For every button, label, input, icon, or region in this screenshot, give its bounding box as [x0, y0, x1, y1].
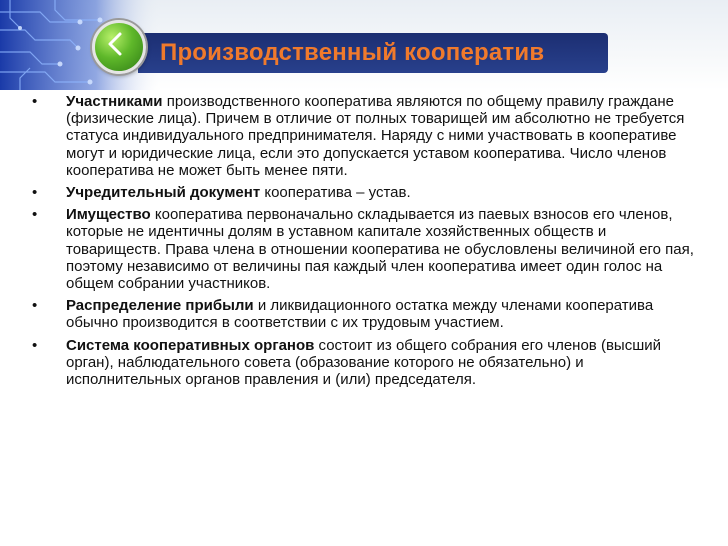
back-button[interactable] — [92, 20, 146, 74]
bullet-marker: • — [32, 93, 38, 110]
bullet-marker: • — [32, 184, 38, 202]
bullet-text: состоит из общего собрания его членов (высший орган), наблюдательного совета (образование которого не обязательно) и исполнительных органов правления и (или) председателя. — [66, 336, 661, 389]
bullet-lead: Учредительный документ — [66, 184, 261, 202]
bullet-text: производственного кооператива являются по общему правилу граждане (физические лица). Причем в отличие от полных товарищей им абсолютно не требуется статуса индивидуального предпринимателя. Наряду с ними участвовать в кооперативе могут и юридические лица, если это допускается уставом кооператива. Число членов кооператива не может быть менее пяти. — [66, 93, 685, 179]
bullet-text: и ликвидационного остатка между членами кооператива обычно производится в соответствии с их трудовым участием. — [66, 297, 654, 332]
bullet-item — [30, 93, 695, 179]
chevron-left-icon — [95, 23, 137, 65]
bullet-marker: • — [32, 336, 38, 354]
slide-header — [0, 0, 728, 90]
bullet-item — [30, 297, 695, 331]
bullet-lead: Распределение прибыли — [66, 297, 254, 315]
bullet-lead: Участниками — [66, 93, 163, 110]
slide-title: Производственный кооператив — [160, 39, 545, 66]
bullet-lead: Имущество — [66, 206, 151, 224]
bullet-marker: • — [32, 206, 38, 224]
bullet-text: кооператива первоначально складывается из паевых взносов его членов, которые не идентичны долям в уставном капитале хозяйственных обществ и товариществ. Права члена в отношении кооператива не обусловлены величиной его пая, поэтому независимо от величины пая каждый член кооператива имеет один голос на общем собрании участников. — [66, 206, 694, 293]
bullet-item — [30, 337, 695, 389]
bullet-item — [30, 184, 695, 201]
bullet-list — [30, 93, 695, 393]
bullet-lead: Система кооперативных органов — [66, 336, 315, 354]
bullet-marker: • — [32, 297, 38, 315]
bullet-text: кооператива – устав. — [260, 184, 411, 202]
bullet-item — [30, 206, 695, 292]
